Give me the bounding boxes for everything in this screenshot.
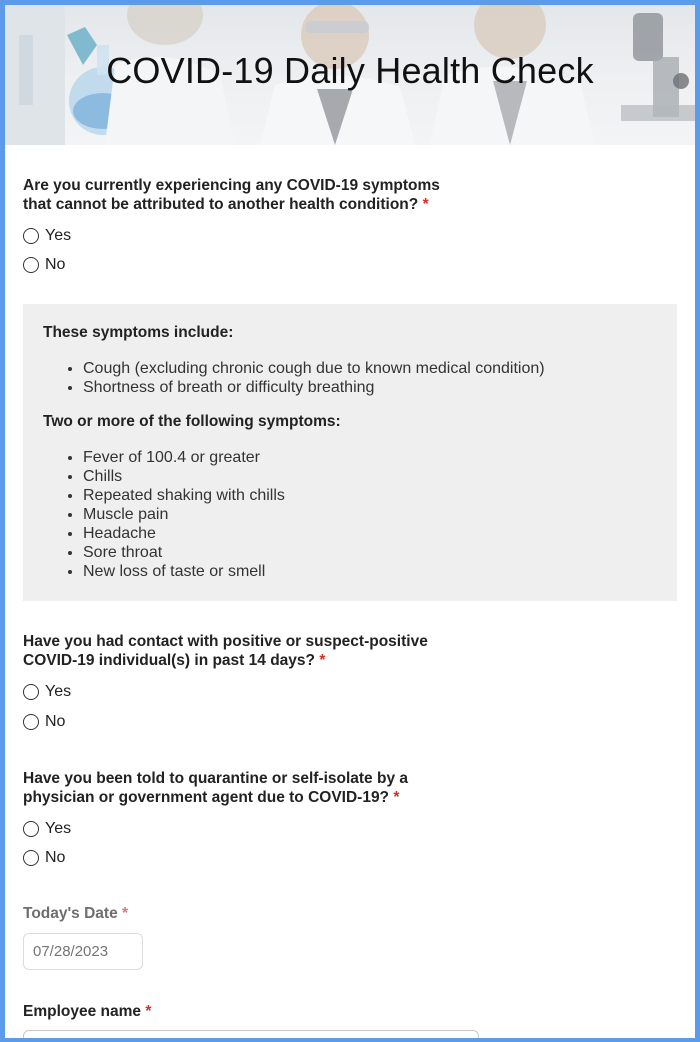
list-item: • Fever of 100.4 or greater — [83, 448, 285, 467]
list-item: • Repeated shaking with chills — [83, 486, 285, 505]
radio-circle-icon[interactable] — [23, 821, 39, 837]
list-item: • Muscle pain — [83, 505, 285, 524]
required-marker: * — [393, 789, 400, 806]
question-symptoms — [23, 176, 453, 214]
info-heading-symptoms: These symptoms include: — [43, 324, 234, 341]
date-field-label-text: Today's Date — [23, 905, 118, 922]
info-list-primary — [83, 359, 545, 397]
q3-option-no-label: No — [45, 849, 66, 866]
q2-option-no-label: No — [45, 713, 66, 730]
required-marker: * — [422, 196, 429, 213]
page-title: COVID-19 Daily Health Check — [106, 50, 594, 91]
list-item: • Cough (excluding chronic cough due to known medical condition) — [83, 359, 545, 378]
header-banner — [5, 5, 695, 145]
employee-name-label — [23, 1002, 323, 1021]
list-item: • Chills — [83, 467, 285, 486]
list-item: • New loss of taste or smell — [83, 562, 285, 581]
question-contact-text: Have you had contact with positive or suspect-positive COVID-19 individual(s) in past 14 days? — [23, 633, 428, 669]
question-quarantine-text: Have you been told to quarantine or self-isolate by a physician or government agent due to COVID-19? — [23, 770, 408, 806]
q1-option-yes-label: Yes — [45, 227, 72, 244]
employee-name-label-text: Employee name — [23, 1003, 142, 1020]
q3-option-yes[interactable] — [23, 820, 71, 838]
q2-option-yes-label: Yes — [45, 683, 72, 700]
radio-circle-icon[interactable] — [23, 684, 39, 700]
required-marker: * — [122, 905, 129, 922]
required-marker: * — [319, 652, 326, 669]
q2-option-yes[interactable] — [23, 683, 71, 701]
radio-circle-icon[interactable] — [23, 257, 39, 273]
radio-circle-icon[interactable] — [23, 850, 39, 866]
date-input[interactable] — [23, 933, 143, 970]
q1-option-yes[interactable] — [23, 227, 71, 245]
employee-name-input[interactable] — [23, 1030, 479, 1042]
list-item: • Headache — [83, 524, 285, 543]
q1-option-no-label: No — [45, 256, 66, 273]
question-contact — [23, 632, 453, 670]
date-field-label — [23, 905, 128, 923]
info-heading-two-or-more: Two or more of the following symptoms: — [43, 413, 341, 430]
q2-option-no[interactable] — [23, 713, 65, 731]
info-list-secondary — [83, 448, 285, 581]
question-symptoms-text: Are you currently experiencing any COVID-19 symptoms that cannot be attributed to another health condition? — [23, 177, 440, 213]
radio-circle-icon[interactable] — [23, 228, 39, 244]
q1-option-no[interactable] — [23, 256, 65, 274]
symptoms-info-box — [23, 304, 677, 601]
question-quarantine — [23, 769, 453, 807]
list-item: • Sore throat — [83, 543, 285, 562]
list-item: • Shortness of breath or difficulty breathing — [83, 378, 545, 397]
q3-option-no[interactable] — [23, 849, 65, 867]
q3-option-yes-label: Yes — [45, 820, 72, 837]
radio-circle-icon[interactable] — [23, 714, 39, 730]
required-marker: * — [145, 1003, 152, 1020]
